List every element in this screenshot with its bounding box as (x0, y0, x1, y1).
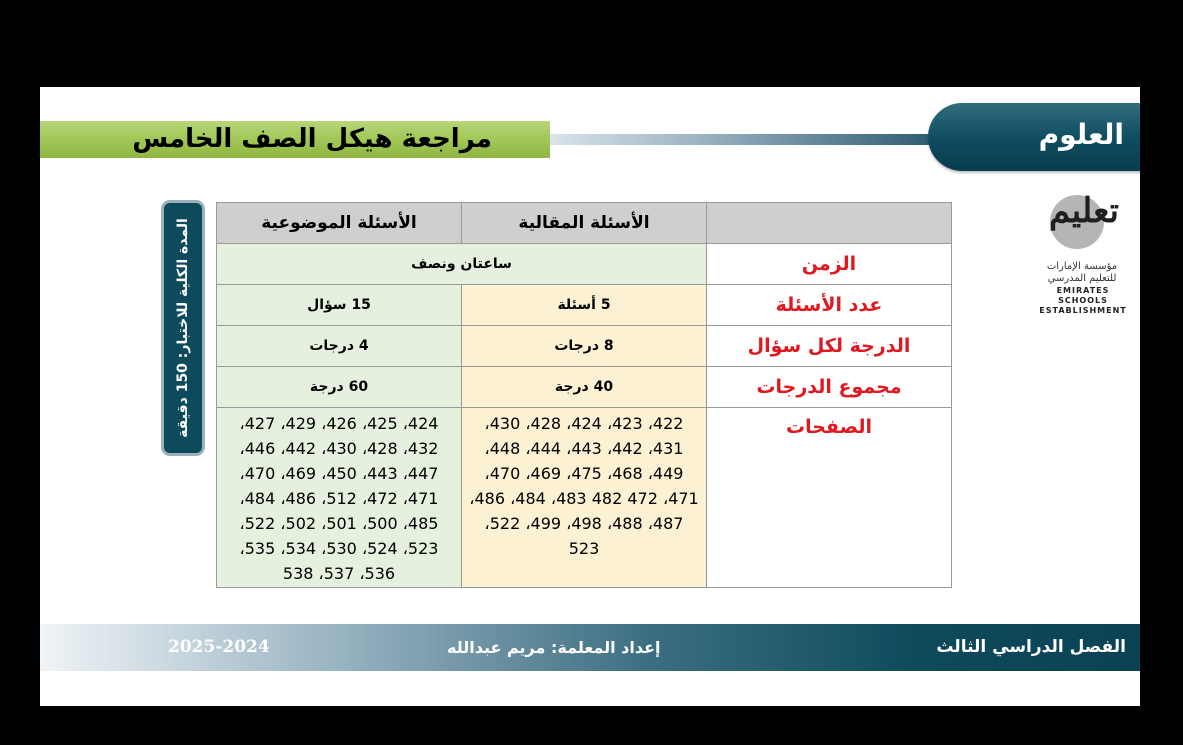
per-question-objective: 4 درجات (217, 326, 462, 367)
header-objective: الأسئلة الموضوعية (217, 203, 462, 244)
ese-logo (1032, 187, 1140, 317)
subject-tab (928, 103, 1140, 171)
table-row (217, 244, 952, 285)
pages-essay: 422، 423، 424، 428، 430، 431، 442، 443، 444، 448، 449، 468، 475، 469، 470، 471، 472 482 483، 484، 486، 487، 488، 498، 499، 522، 523 (462, 408, 707, 588)
header-essay: الأسئلة المقالية (462, 203, 707, 244)
exam-structure-table (216, 202, 952, 588)
logo-arabic-line1: مؤسسة الإمارات (1046, 261, 1118, 272)
header-divider (550, 134, 970, 145)
row-label-time: الزمن (707, 244, 952, 285)
footer-teacher: إعداد المعلمة: مريم عبدالله (447, 638, 661, 657)
title-band (40, 121, 550, 158)
row-label-pages: الصفحات (707, 408, 952, 588)
logo-mark: تعليم (1048, 191, 1119, 231)
footer-year: 2025-2024 (168, 637, 270, 657)
per-question-essay: 8 درجات (462, 326, 707, 367)
total-objective: 60 درجة (217, 367, 462, 408)
table-row (217, 285, 952, 326)
footer-term: الفصل الدراسي الثالث (936, 637, 1126, 657)
count-objective: 15 سؤال (217, 285, 462, 326)
row-label-count: عدد الأسئلة (707, 285, 952, 326)
table-row (217, 408, 952, 588)
duration-badge (164, 203, 202, 453)
logo-arabic-text (1032, 261, 1132, 285)
header-empty-cell (707, 203, 952, 244)
row-label-per-question: الدرجة لكل سؤال (707, 326, 952, 367)
duration-text: المدة الكلية للاختبار: 150 دقيقة (175, 218, 191, 438)
page-title: مراجعة هيكل الصف الخامس (132, 124, 492, 154)
logo-english-line2: ESTABLISHMENT (1039, 306, 1127, 315)
logo-english-text (1032, 286, 1134, 316)
table-row (217, 326, 952, 367)
logo-english-line1: EMIRATES SCHOOLS (1056, 286, 1110, 305)
row-label-total: مجموع الدرجات (707, 367, 952, 408)
time-value: ساعتان ونصف (217, 244, 707, 285)
logo-arabic-line2: للتعليم المدرسي (1047, 273, 1117, 284)
count-essay: 5 أسئلة (462, 285, 707, 326)
slide (40, 87, 1140, 706)
footer-bar (40, 624, 1140, 671)
subject-label: العلوم (1038, 118, 1124, 151)
total-essay: 40 درجة (462, 367, 707, 408)
pages-objective: 424، 425، 426، 429، 427، 432، 428، 430، 442، 446، 447، 443، 450، 469، 470، 471، 472، 512، 486، 484، 485، 500، 501، 502، 522، 523، 524، 530، 534، 535، 536، 537، 538 (217, 408, 462, 588)
table-header-row (217, 203, 952, 244)
table-row (217, 367, 952, 408)
